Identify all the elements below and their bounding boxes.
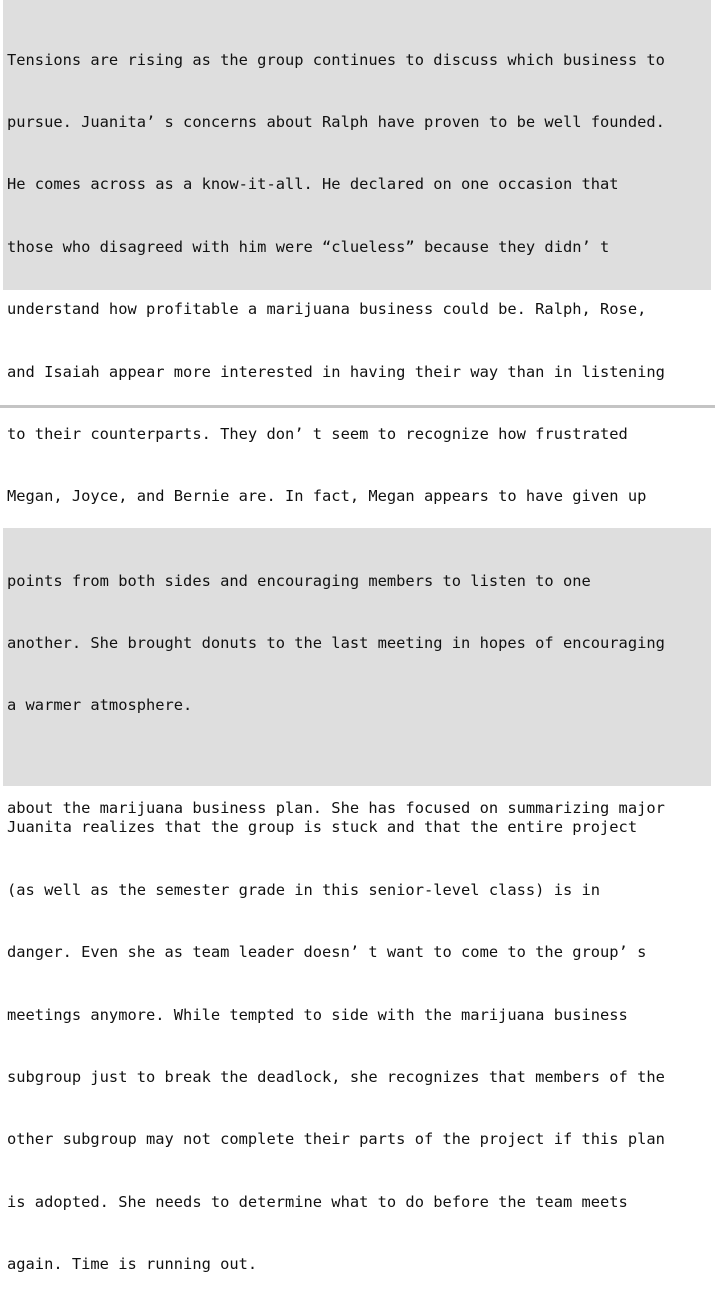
text-line: Tensions are rising as the group continues to discuss which business to (7, 50, 665, 69)
text-line: points from both sides and encouraging members to listen to one (7, 571, 591, 590)
text-line: Juanita realizes that the group is stuck and that the entire project (7, 818, 638, 837)
text-line: again. Time is running out. (7, 1255, 258, 1274)
page-break-divider (0, 405, 715, 408)
paragraph-gap (7, 758, 707, 776)
text-line: another. She brought donuts to the last meeting in hopes of encouraging (7, 633, 665, 652)
text-line: to their counterparts. They don’ t seem to recognize how frustrated (7, 424, 628, 443)
text-line: (as well as the semester grade in this senior-level class) is in (7, 880, 601, 899)
text-line: He comes across as a know-it-all. He declared on one occasion that (7, 175, 619, 194)
text-line: and Isaiah appear more interested in having their way than in listening (7, 362, 665, 381)
text-line: subgroup just to break the deadlock, she recognizes that members of the (7, 1067, 665, 1086)
text-line: is adopted. She needs to determine what to do before the team meets (7, 1192, 628, 1211)
text-line: about the marijuana business plan. She has focused on summarizing major (7, 799, 665, 818)
text-line: pursue. Juanita’ s concerns about Ralph have proven to be well founded. (7, 112, 665, 131)
text-line: danger. Even she as team leader doesn’ t want to come to the group’ s (7, 943, 647, 962)
text-line: Megan, Joyce, and Bernie are. In fact, Megan appears to have given up (7, 487, 647, 506)
text-line: those who disagreed with him were “clueless” because they didn’ t (7, 237, 610, 256)
text-line: meetings anymore. While tempted to side with the marijuana business (7, 1005, 628, 1024)
text-line: a warmer atmosphere. (7, 696, 193, 715)
text-line: other subgroup may not complete their parts of the project if this plan (7, 1130, 665, 1149)
text-line: understand how profitable a marijuana business could be. Ralph, Rose, (7, 300, 647, 319)
